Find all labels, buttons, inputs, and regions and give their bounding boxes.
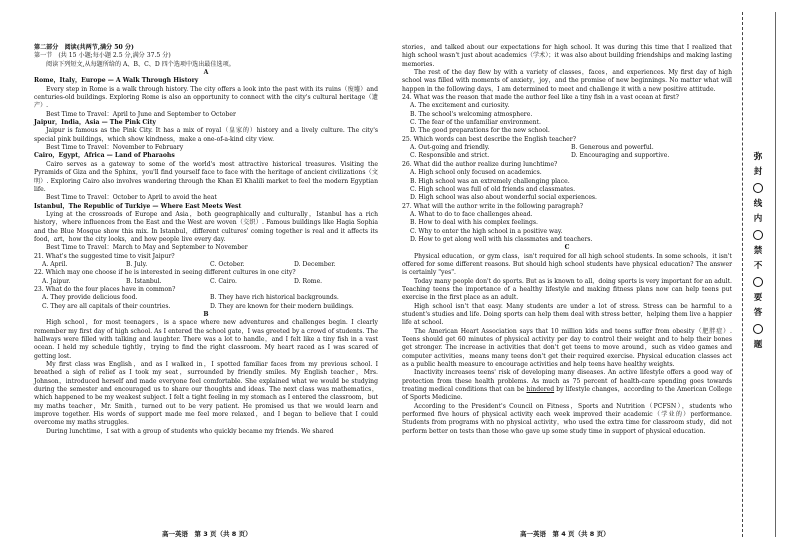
seal-char-5: 禁 (753, 246, 763, 256)
underlined-word-hindered: hindered (526, 386, 555, 394)
question-25-option-d: D. Encouraging and supportive. (571, 152, 670, 160)
question-27-option-c: C. Why to enter the high school in a positive way. (410, 227, 563, 235)
passage-b-continued: stories，and talked about our expectations for high school. It was during this time that I realized that high school wasn't just about academics（学术）；it was also about building friendships and making lasting memories. (402, 44, 732, 68)
seal-ring-icon (753, 277, 763, 287)
passage-a-best-time-3: Best Time to Travel：October to April to avoid the heat (46, 194, 217, 202)
question-23-option-c: C. They are all capitals of their countries. (42, 302, 171, 310)
question-26-option-c: C. High school was full of old friends and classmates. (410, 185, 576, 193)
passage-b-paragraph-4: The rest of the day flew by with a variety of classes，faces，and experiences. My first day of high school was filled with moments of anxiety，joy，and the promise of new beginnings. No matter what will happen in the following days，I am determined to meet and challenge it with a new positive attitude. (402, 69, 732, 93)
passage-c-paragraph-1: Physical education，or gym class，isn't required for all high school students. In some schools，it isn't offered for some different reasons. But should high school students have physical education? The answer is certainly "yes". (402, 252, 732, 277)
question-21: 21. What's the suggested time to visit Jaipur? (34, 252, 175, 260)
question-25-option-b: B. Generous and powerful. (571, 144, 654, 152)
question-21-option-b: B. July. (126, 260, 148, 268)
question-25-option-a: A. Out-going and friendly. (410, 144, 490, 152)
passage-b-paragraph-1: High school，for most teenagers，is a space where new adventures and challenges begin. I clearly remember my first day of high school. As I entered the school gate，I was greeted by a crowd of students. The hallways were filled with talking and laughter. There was a lot to handle，and I felt like a tiny fish in a vast ocean. I held my schedule tightly，trying to find the right classroom. My heart raced as I was scared of getting lost. (34, 319, 378, 360)
right-column (402, 44, 732, 436)
question-27-option-b: B. How to deal with his complex feelings. (410, 219, 538, 227)
right-page-footer: 高一英语 第 4 页（共 8 页） (520, 530, 610, 538)
question-22-option-b: B. Istanbul. (126, 277, 162, 285)
passage-c-paragraph-4: The American Heart Association says that 10 million kids and teens suffer from obesity（肥胖症）. Teens should get 60 minutes of physical activity per day to control their weight and to help their bones get stronger. The increase in activities that don't get teens to move around，such as video games and computer activities，means many teens don't get their required exercise. Physical education classes act as a public health measure to encourage activities and help teens have healthy weights. (402, 327, 732, 369)
left-column (34, 44, 378, 436)
section-heading: 第二部分 阅读(共两节,满分 50 分) (34, 44, 134, 51)
passage-a-paragraph-3: Cairo serves as a gateway to some of the world's most attractive historical treasures. Visiting the Pyramids of Giza and the Sphinx，you'll find yourself face to face with the heritage of ancient civilizations（文明）. Exploring Cairo also involves wandering through the Khan El Khalili market to feel the modern Egyptian life. (34, 160, 378, 193)
question-22-option-d: D. Rome. (294, 277, 323, 285)
passage-c-letter: C (564, 244, 570, 252)
question-21-options (34, 261, 378, 269)
seal-char-3: 线 (753, 199, 763, 209)
seal-ring-icon (753, 183, 763, 193)
passage-b-letter: B (203, 311, 209, 318)
seal-char-4: 内 (753, 214, 763, 224)
question-22-option-a: A. Jaipur. (42, 277, 71, 285)
question-25: 25. Which words can best describe the English teacher? (402, 135, 576, 143)
question-23-option-d: D. They are known for their modern buildings. (210, 302, 354, 310)
question-27-option-d: D. How to get along well with his classmates and teachers. (410, 235, 593, 243)
question-26: 26. What did the author realize during lunchtime? (402, 160, 558, 168)
seal-ring-icon (753, 230, 763, 240)
question-22-options (34, 278, 378, 286)
passage-c-paragraph-5-end: by lifestyle changes，according to the American College of Sports Medicine. (402, 386, 732, 402)
question-26-option-a: A. High school only focused on academics. (410, 169, 542, 177)
passage-a-title-3: Cairo，Egypt，Africa — Land of Pharaohs (34, 152, 175, 160)
question-24-option-a: A. The excitement and curiosity. (410, 102, 510, 110)
question-21-option-d: D. December. (294, 260, 336, 268)
passage-a-best-time-1: Best Time to Travel：April to June and September to October (46, 110, 236, 118)
question-26-option-b: B. High school was an extremely challenging place. (410, 177, 570, 185)
passage-c-paragraph-6: According to the President's Council on Fitness，Sports and Nutrition（PCFSN），students who performed five hours of physical activity each week improved their academic（学业的）performance. Students from programs with no physical activity，who used the extra time for classroom study，did not perform better on tests than those who gave up some study time in support of physical education. (402, 402, 732, 435)
seal-char-8: 答 (753, 308, 763, 318)
passage-c-paragraph-5 (402, 369, 732, 402)
passage-c-paragraph-3: High school isn't that easy. Many students are under a lot of stress. Stress can be harmful to a student's studies and life. Doing sports can help them deal with stress better，helping them live a happier life at school. (402, 302, 732, 327)
question-27-option-a: A. What to do to face challenges ahead. (410, 210, 533, 218)
instruction: 阅读下列短文,从每题所给的 A、B、C、D 四个选项中选出最佳选项。 (46, 60, 235, 68)
question-21-option-c: C. October. (210, 260, 245, 268)
passage-a-title-2: Jaipur，India，Asia — The Pink City (34, 119, 156, 127)
passage-a-paragraph-2: Jaipur is famous as the Pink City. It has a mix of royal（皇家的）history and a lively culture. The city's special pink buildings，which show kindness，make a one-of-a-kind city view. (34, 127, 378, 143)
passage-a-title-1: Rome，Italy，Europe — A Walk Through History (34, 77, 199, 85)
question-24-option-d: D. The good preparations for the new school. (410, 127, 550, 135)
question-22-option-c: C. Cairo. (210, 277, 237, 285)
question-25-options (402, 144, 732, 161)
question-23-option-a: A. They provide delicious food. (42, 294, 138, 302)
question-21-option-a: A. April. (42, 260, 68, 268)
question-24-option-b: B. The school's welcoming atmosphere. (410, 110, 533, 118)
question-24: 24. What was the reason that made the author feel like a tiny fish in a vast ocean at first? (402, 94, 679, 102)
question-23-option-b: B. They have rich historical backgrounds. (210, 294, 339, 302)
seal-char-1: 弥 (753, 152, 763, 162)
passage-a-paragraph-1: Every step in Rome is a walk through history. The city offers a look into the past with its ruins（废墟）and centuries-old buildings. Exploring Rome is also an opportunity to connect with the city's cultural heritage（遗产）. (34, 85, 378, 110)
question-23-options (34, 294, 378, 311)
question-24-option-c: C. The fear of the unfamiliar environment. (410, 119, 541, 127)
seal-char-2: 封 (753, 167, 763, 177)
question-27: 27. What will the author write in the following paragraph? (402, 202, 584, 210)
passage-c-paragraph-2: Today many people don't do sports. But as is known to all，doing sports is very important for an adult. Teaching teens the importance of a healthy lifestyle and making fitness plans now can help teens put exercise in the first place as an adult. (402, 277, 732, 302)
question-23: 23. What do the four places have in common? (34, 285, 176, 293)
passage-a-title-4: Istanbul，The Republic of Turkiye — Where East Meets West (34, 202, 242, 210)
binding-seal-text (749, 150, 767, 353)
seal-ring-icon (753, 324, 763, 334)
sub-heading: 第一节 (共 15 小题;每小题 2.5 分,满分 37.5 分) (34, 52, 171, 60)
passage-a-paragraph-4: Lying at the crossroads of Europe and Asia，both geographically and culturally，Istanbul has a rich history，where influences from the East and the West are woven（交织）. Famous buildings like Hagia Sophia and the Blue Mosque show this mix. In Istanbul，different cultures' coming together is real and it affects its food，art，how the city looks，and how people live every day. (34, 210, 378, 243)
passage-a-best-time-2: Best Time to Travel：November to February (46, 144, 184, 152)
left-page-footer: 高一英语 第 3 页（共 8 页） (162, 530, 252, 538)
seal-char-6: 不 (753, 261, 763, 271)
passage-b-paragraph-2: My first class was English，and as I walked in，I spotted familiar faces from my previous school. I breathed a sigh of relief as I took my seat，surrounded by friendly smiles. My English teacher，Mrs. Johnson，introduced herself and made everyone feel comfortable. She explained what we would be studying during the semester and encouraged us to share our thoughts and ideas. The next class was mathematics，which happened to be my weakest subject. I felt a tight feeling in my stomach as I entered the classroom，but my maths teacher，Mr. Smith，turned out to be very patient. He promised us that we would learn and improve together. His words of support made me feel more relaxed，and I began to believe that I could overcome my maths struggles. (34, 361, 378, 427)
question-22: 22. Which may one choose if he is interested in seeing different cultures in one city? (34, 269, 296, 277)
passage-b-paragraph-3: During lunchtime，I sat with a group of students who quickly became my friends. We shared (46, 427, 334, 435)
passage-a-letter: A (203, 69, 209, 77)
passage-c-paragraph-5-start: Inactivity increases teens' risk of developing many diseases. An active lifestyle offers a good way of protection from these health problems. As much as 75 percent of health-care spending goes towards treating medical conditions that can be (402, 369, 732, 394)
seal-char-9: 题 (753, 340, 763, 350)
question-26-option-d: D. High school was also about wonderful social experiences. (410, 194, 597, 202)
passage-a-best-time-4: Best Time to Travel：March to May and September to November (46, 244, 248, 252)
seal-char-7: 要 (753, 293, 763, 303)
question-25-option-c: C. Responsible and strict. (410, 152, 490, 160)
